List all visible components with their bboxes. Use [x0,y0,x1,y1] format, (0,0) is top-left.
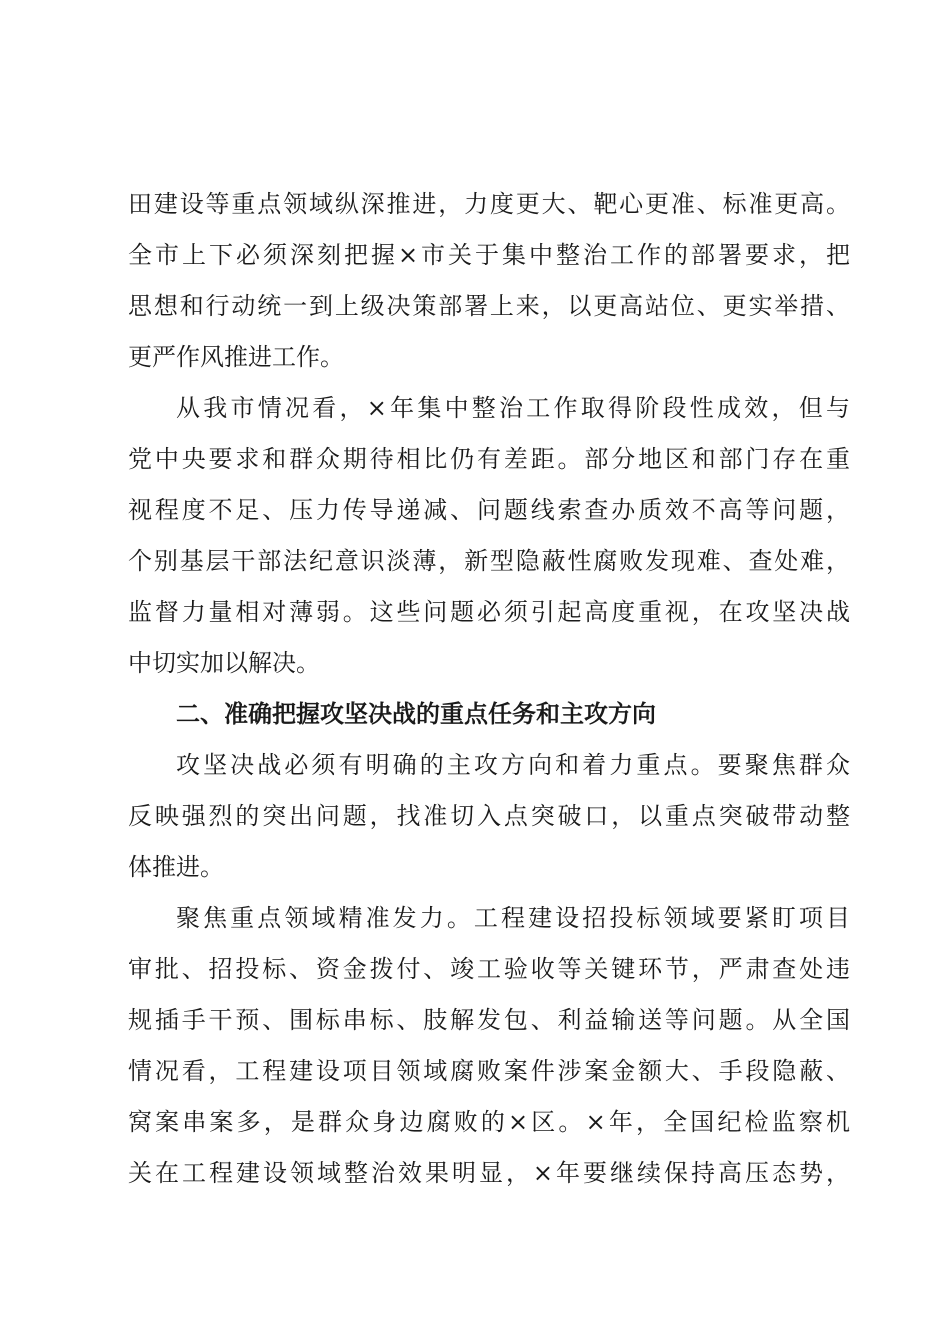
body-text-line: 个别基层干部法纪意识淡薄，新型隐蔽性腐败发现难、查处难， [128,547,850,575]
body-text-line: 反映强烈的突出问题，找准切入点突破口，以重点突破带动整 [128,802,850,830]
body-text-line: 田建设等重点领域纵深推进，力度更大、靶心更准、标准更高。 [128,190,850,218]
body-text-line: 情况看，工程建设项目领域腐败案件涉案金额大、手段隐蔽、 [128,1057,850,1085]
body-text-line: 审批、招投标、资金拨付、竣工验收等关键环节，严肃查处违 [128,955,850,983]
body-text-line: 全市上下必须深刻把握×市关于集中整治工作的部署要求，把 [128,241,850,269]
body-text-line: 体推进。 [128,853,224,881]
body-text-line: 窝案串案多，是群众身边腐败的×区。×年，全国纪检监察机 [128,1108,850,1136]
body-text-line: 视程度不足、压力传导递减、问题线索查办质效不高等问题， [128,496,850,524]
paragraph-first-line: 聚焦重点领域精准发力。工程建设招投标领域要紧盯项目 [176,904,850,932]
section-heading: 二、准确把握攻坚决战的重点任务和主攻方向 [176,700,656,728]
body-text-line: 中切实加以解决。 [128,649,320,677]
body-text-line: 关在工程建设领域整治效果明显，×年要继续保持高压态势， [128,1159,850,1187]
body-text-line: 党中央要求和群众期待相比仍有差距。部分地区和部门存在重 [128,445,850,473]
body-text-line: 思想和行动统一到上级决策部署上来，以更高站位、更实举措、 [128,292,850,320]
body-text-line: 监督力量相对薄弱。这些问题必须引起高度重视，在攻坚决战 [128,598,850,626]
paragraph-first-line: 从我市情况看，×年集中整治工作取得阶段性成效，但与 [176,394,850,422]
body-text-line: 更严作风推进工作。 [128,343,344,371]
body-text-line: 规插手干预、围标串标、肢解发包、利益输送等问题。从全国 [128,1006,850,1034]
paragraph-first-line: 攻坚决战必须有明确的主攻方向和着力重点。要聚焦群众 [176,751,850,779]
